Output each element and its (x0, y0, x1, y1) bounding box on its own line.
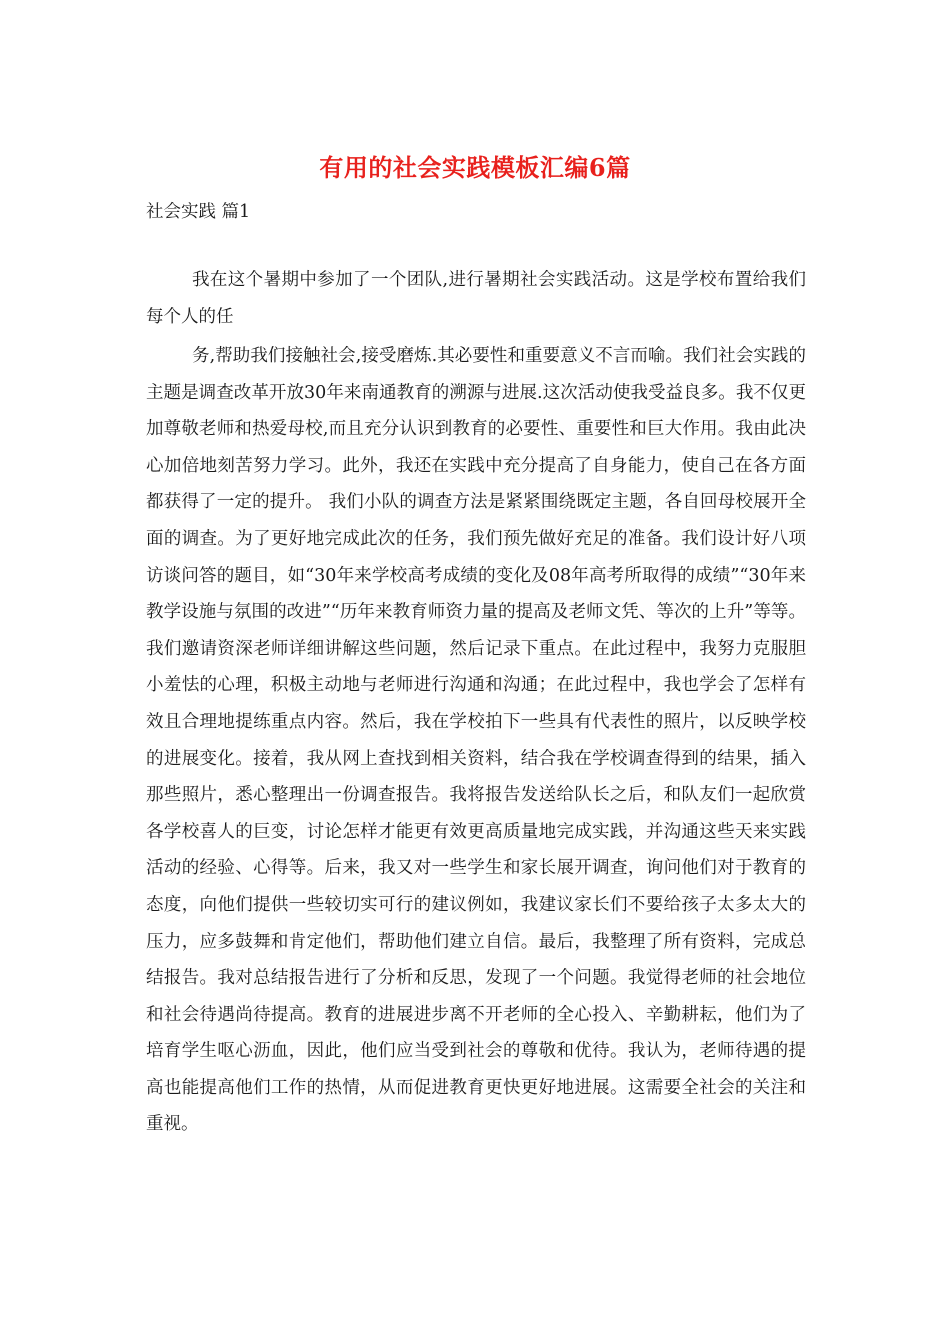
section-heading: 社会实践 篇1 (146, 202, 251, 222)
document-title: 有用的社会实践模板汇编6篇 (319, 153, 631, 182)
body-paragraph-2: 务,帮助我们接触社会,接受磨炼.其必要性和重要意义不言而喻。我们社会实践的主题是调查改革开放30年来南通教育的溯源与进展.这次活动使我受益良多。我不仅更加尊敬老师和热爱母校,而且充分认识到教育的必要性、重要性和巨大作用。我由此决心加倍地刻苦努力学习。此外，我还在实践中充分提高了自身能力，使自己在各方面都获得了一定的提升。 我们小队的调查方法是紧紧围绕既定主题，各自回母校展开全面的调查。为了更好地完成此次的任务，我们预先做好充足的准备。我们设计好八项访谈问答的题目，如“30年来学校高考成绩的变化及08年高考所取得的成绩”“30年来教学设施与氛围的改进”“历年来教育师资力量的提高及老师文凭、等次的上升”等等。我们邀请资深老师详细讲解这些问题，然后记录下重点。在此过程中，我努力克服胆小羞怯的心理，积极主动地与老师进行沟通和沟通；在此过程中，我也学会了怎样有效且合理地提练重点内容。然后，我在学校拍下一些具有代表性的照片，以反映学校的进展变化。接着，我从网上查找到相关资料，结合我在学校调查得到的结果，插入那些照片，悉心整理出一份调查报告。我将报告发送给队长之后，和队友们一起欣赏各学校喜人的巨变，讨论怎样才能更有效更高质量地完成实践，并沟通这些天来实践活动的经验、心得等。后来，我又对一些学生和家长展开调查，询问他们对于教育的态度，向他们提供一些较切实可行的建议例如，我建议家长们不要给孩子太多太大的压力，应多鼓舞和肯定他们，帮助他们建立自信。最后，我整理了所有资料，完成总结报告。我对总结报告进行了分析和反思，发现了一个问题。我觉得老师的社会地位和社会待遇尚待提高。教育的进展进步离不开老师的全心投入、辛勤耕耘，他们为了培育学生呕心沥血，因此，他们应当受到社会的尊敬和优待。我认为，老师待遇的提高也能提高他们工作的热情，从而促进教育更快更好地进展。这需要全社会的关注和重视。 (146, 346, 806, 1135)
body-paragraph-1: 我在这个暑期中参加了一个团队,进行暑期社会实践活动。这是学校布置给我们每个人的任 (146, 270, 806, 327)
